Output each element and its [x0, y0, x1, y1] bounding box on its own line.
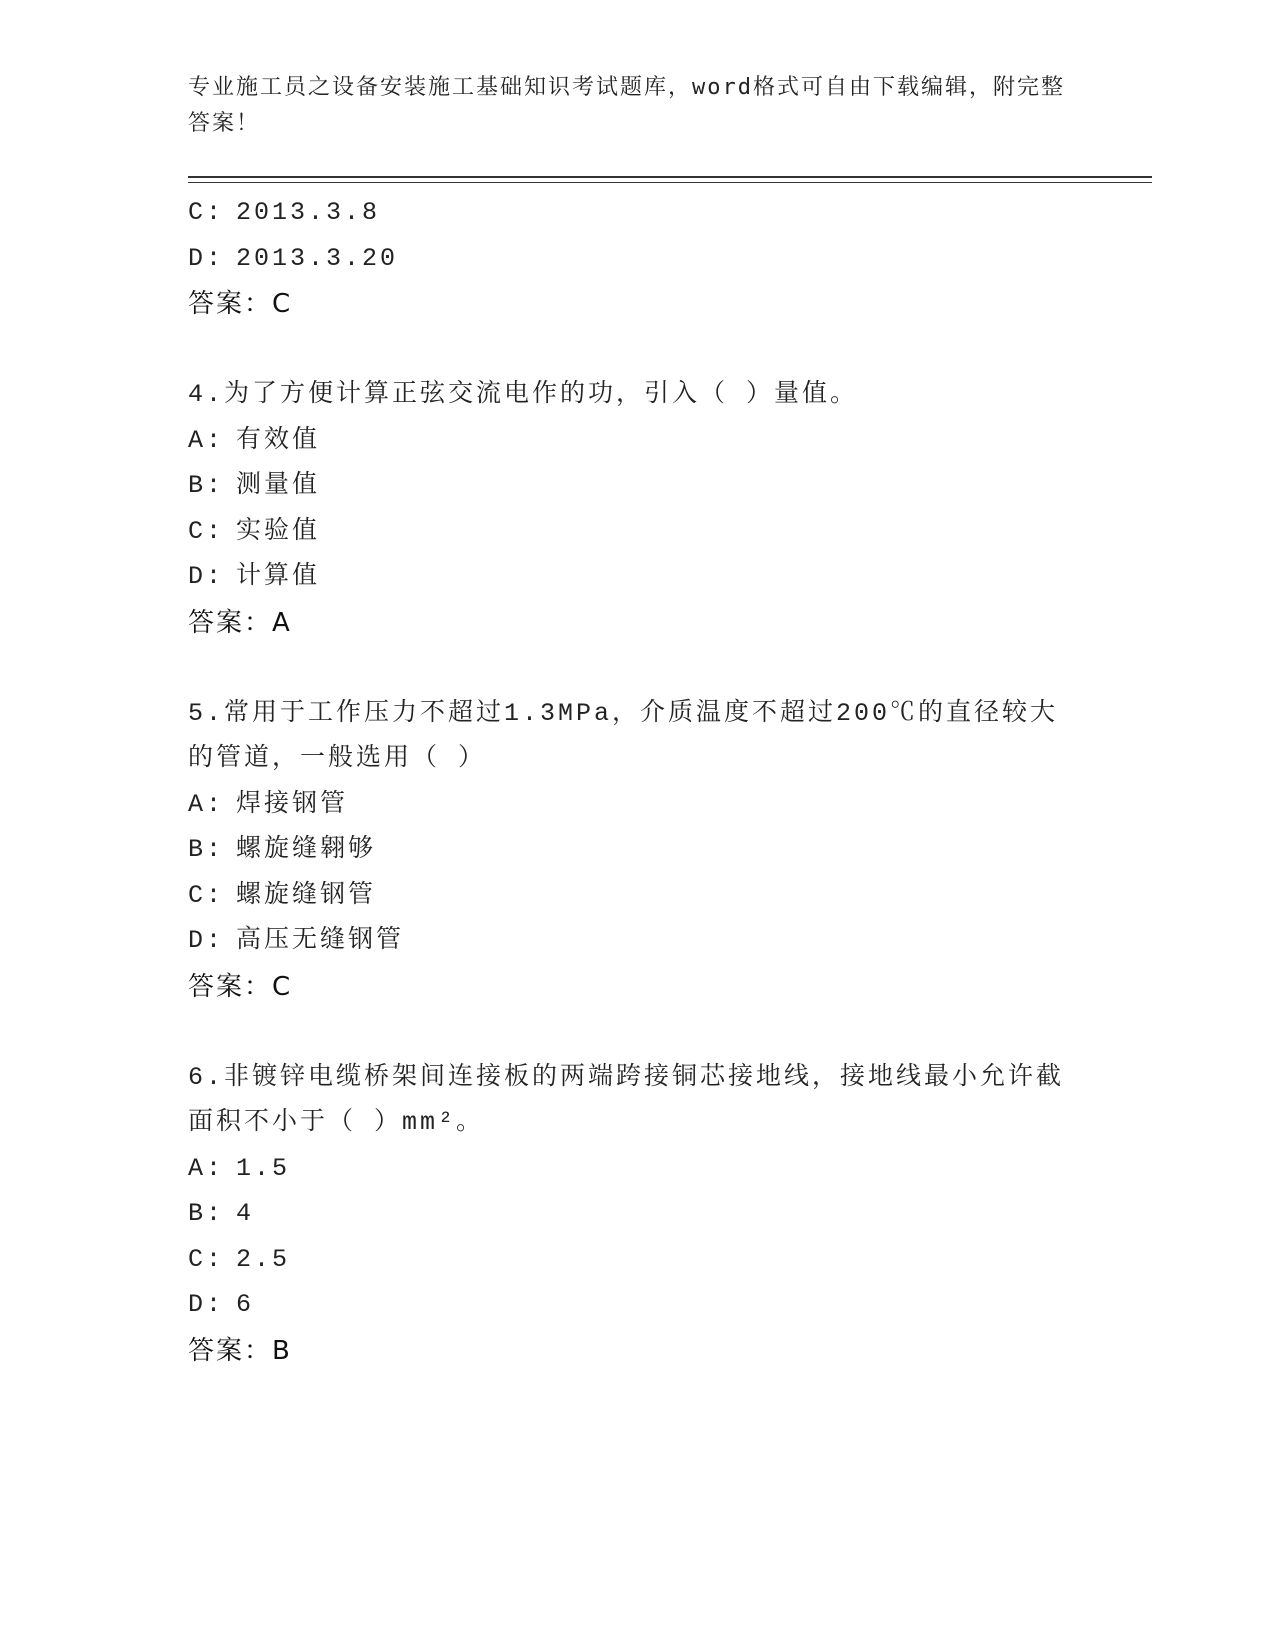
option-text: 1.5 [236, 1153, 291, 1183]
option-letter: C: [188, 880, 225, 910]
option-letter: C: [188, 198, 225, 227]
option-c [188, 509, 1068, 555]
option-letter: C: [188, 1244, 225, 1274]
option-text: 计算值 [236, 562, 321, 591]
header-rule-thin [188, 182, 1152, 183]
document-header [188, 70, 1068, 142]
option-b [188, 463, 1068, 509]
option-text: 2.5 [236, 1244, 291, 1274]
option-d [188, 554, 1068, 600]
answer-line: 答案：B [188, 1335, 292, 1366]
option-text: 焊接钢管 [236, 789, 349, 819]
option-letter: B: [188, 471, 225, 500]
option-text: 螺旋缝翱够 [236, 835, 377, 864]
option-d [188, 918, 1068, 964]
option-letter: D: [188, 243, 225, 273]
question-stem: 4.为了方便计算正弦交流电作的功，引入（ ）量值。 [188, 380, 859, 409]
option-text: 实验值 [236, 516, 321, 546]
header-rule-thick [188, 176, 1152, 178]
option-text: 高压无缝钢管 [236, 926, 405, 955]
question-content [188, 190, 1068, 1374]
option-text: 2013.3.8 [236, 198, 381, 227]
option-text: 螺旋缝钢管 [236, 880, 377, 910]
option-b [188, 1191, 1068, 1237]
option-letter: C: [188, 516, 225, 546]
option-text: 6 [236, 1290, 255, 1319]
prev-question [188, 190, 1068, 327]
header-text: 专业施工员之设备安装施工基础知识考试题库，word格式可自由下载编辑，附完整答案！ [188, 75, 1065, 136]
option-c [188, 873, 1068, 919]
option-text: 测量值 [236, 471, 321, 500]
spacer [188, 646, 1068, 691]
option-a [188, 418, 1068, 464]
option-letter: A: [188, 425, 225, 455]
option-letter: D: [188, 926, 225, 955]
option-b [188, 827, 1068, 873]
question-stem: 6.非镀锌电缆桥架间连接板的两端跨接铜芯接地线，接地线最小允许截面积不小于（ ）mm²。 [188, 1062, 1065, 1137]
option-d [188, 1282, 1068, 1328]
option-text: 2013.3.20 [236, 243, 399, 273]
question-stem: 5.常用于工作压力不超过1.3MPa，介质温度不超过200℃的直径较大的管道，一般选用（ ） [188, 698, 1059, 773]
option-letter: B: [188, 835, 225, 864]
option-text: 4 [236, 1199, 255, 1228]
option-letter: D: [188, 562, 225, 591]
spacer [188, 1010, 1068, 1055]
question-5 [188, 691, 1068, 1010]
answer-line: 答案：A [188, 607, 292, 638]
option-letter: A: [188, 1153, 225, 1183]
option-a [188, 1146, 1068, 1192]
option-d [188, 236, 1068, 282]
option-text: 有效值 [236, 425, 321, 455]
spacer [188, 327, 1068, 372]
option-c [188, 190, 1068, 236]
question-4 [188, 372, 1068, 646]
question-6 [188, 1055, 1068, 1374]
option-c [188, 1237, 1068, 1283]
option-a [188, 782, 1068, 828]
option-letter: A: [188, 789, 225, 819]
option-letter: B: [188, 1199, 225, 1228]
option-letter: D: [188, 1290, 225, 1319]
answer-line: 答案：C [188, 971, 293, 1002]
answer-line: 答案：C [188, 289, 293, 319]
